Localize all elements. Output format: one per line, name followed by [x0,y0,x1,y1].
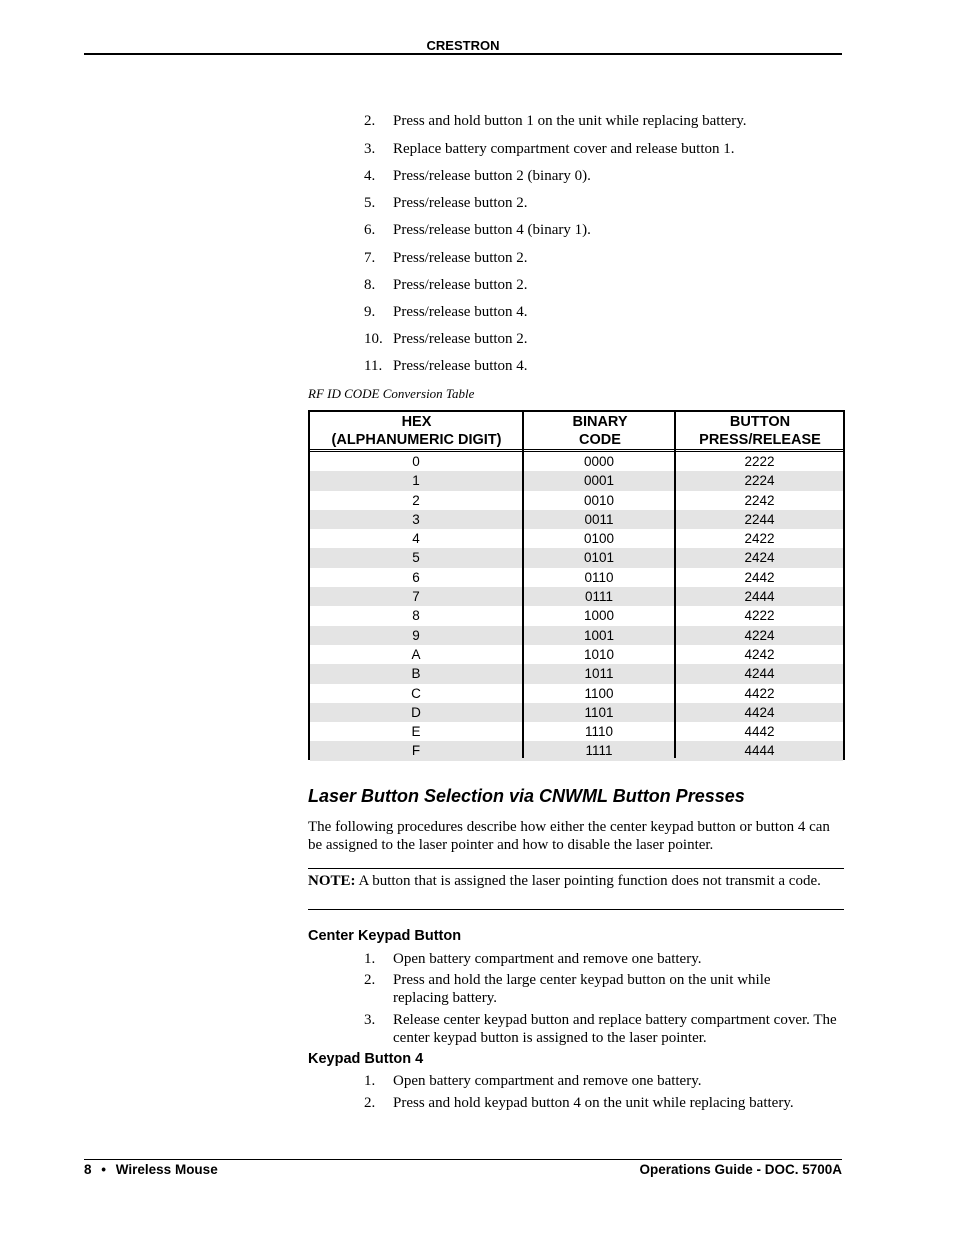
table-row [310,741,843,760]
cell-button: 4424 [744,704,775,720]
step-number: 2. [364,113,376,129]
column-header-binary [525,412,675,450]
footer-left [84,1162,218,1177]
cell-hex: E [411,724,421,740]
cell-button: 4422 [744,685,775,701]
step-number: 1. [364,1073,376,1089]
table-row [310,703,843,722]
cell-binary: 1101 [584,704,614,720]
cell-button: 2442 [744,569,775,585]
step-text: Press/release button 2. [393,250,528,266]
note-label: NOTE: [308,873,356,889]
table-row [310,452,843,471]
step-text: Open battery compartment and remove one battery. [393,1073,702,1089]
table-row [310,510,843,529]
note-body: A button that is assigned the laser pointing function does not transmit a code. [355,873,821,889]
table-row [310,529,843,548]
step-number: 4. [364,168,376,184]
page-number: 8 [84,1162,92,1177]
column-divider [674,412,676,758]
cell-hex: 4 [412,531,420,547]
step-text: Press/release button 4. [393,358,528,374]
step-text: Press and hold keypad button 4 on the unit while replacing battery. [393,1095,794,1111]
cell-binary: 1011 [584,666,614,682]
step-number: 6. [364,222,376,238]
cell-hex: 2 [412,492,420,508]
cell-button: 2444 [744,589,775,605]
step-text: Open battery compartment and remove one battery. [393,951,702,967]
intro-paragraph: The following procedures describe how either the center keypad button or button 4 can be assigned to the laser pointer and how to disable the laser pointer. [308,819,830,853]
column-header-line: (ALPHANUMERIC DIGIT) [331,432,502,448]
footer-document-id: Operations Guide - DOC. 5700A [639,1162,842,1177]
cell-binary: 0001 [583,473,615,489]
cell-binary: 0101 [583,550,615,566]
step-text: Release center keypad button and replace battery compartment cover. The center keypad button is assigned to the laser pointer. [393,1012,837,1046]
column-header-line: CODE [579,432,621,448]
cell-hex: 8 [412,608,420,624]
cell-hex: 5 [412,550,420,566]
table-row [310,568,843,587]
step-text: Press/release button 4 (binary 1). [393,222,591,238]
header-rule [84,53,842,55]
footer-rule [84,1159,842,1160]
cell-binary: 0010 [583,492,615,508]
cell-button: 4444 [744,743,775,759]
step-number: 10. [364,331,383,347]
cell-button: 2424 [744,550,775,566]
footer-bullet: • [101,1162,107,1177]
column-header-line: BUTTON [729,414,791,430]
table-row [310,664,843,683]
column-header-line: HEX [401,414,432,430]
column-divider [522,412,524,758]
step-number: 7. [364,250,376,266]
cell-button: 4442 [744,724,775,740]
cell-binary: 0110 [584,569,614,585]
subheading-keypad-button-4: Keypad Button 4 [308,1051,424,1067]
table-row [310,626,843,645]
cell-binary: 1100 [584,685,614,701]
step-number: 5. [364,195,376,211]
cell-button: 2242 [744,492,775,508]
column-header-button [677,412,843,450]
page-header-title: CRESTRON [426,38,500,53]
table-row [310,587,843,606]
note-box [308,868,844,910]
step-text: Press/release button 2. [393,277,528,293]
cell-hex: B [411,666,421,682]
step-number: 2. [364,1095,376,1111]
step-text: Replace battery compartment cover and release button 1. [393,141,735,157]
rf-id-conversion-table [308,410,845,760]
step-number: 11. [364,358,383,374]
step-number: 3. [364,141,376,157]
column-header-hex [310,412,523,450]
cell-binary: 0100 [583,531,615,547]
cell-hex: D [411,704,421,720]
step-number: 3. [364,1012,376,1028]
cell-button: 2222 [744,454,775,469]
table-row [310,471,843,490]
column-header-line: PRESS/RELEASE [699,432,821,448]
cell-hex: A [411,646,421,662]
cell-binary: 1111 [585,743,613,759]
cell-hex: 3 [412,511,420,527]
cell-binary: 0000 [583,454,615,469]
cell-hex: 7 [412,589,420,605]
note-text [308,872,838,890]
cell-button: 2224 [744,473,775,489]
cell-button: 4224 [744,627,775,643]
table-row [310,684,843,703]
table-row [310,606,843,625]
step-text: Press/release button 2 (binary 0). [393,168,591,184]
table-row [310,548,843,567]
cell-hex: F [411,743,421,759]
table-body [310,452,843,761]
table-row [310,491,843,510]
table-row [310,645,843,664]
cell-binary: 0011 [584,511,614,527]
cell-binary: 1010 [583,646,615,662]
cell-button: 4242 [744,646,775,662]
cell-hex: C [411,685,421,701]
cell-hex: 1 [412,473,420,489]
step-text: Press/release button 2. [393,195,528,211]
step-text: Press and hold the large center keypad button on the unit while replacing battery. [393,972,771,1006]
step-text: Press and hold button 1 on the unit while replacing battery. [393,113,747,129]
cell-binary: 1110 [584,724,614,740]
step-number: 8. [364,277,376,293]
cell-binary: 0111 [584,589,614,605]
step-text: Press/release button 2. [393,331,528,347]
subheading-center-keypad: Center Keypad Button [308,928,462,944]
cell-button: 4244 [744,666,775,682]
cell-button: 4222 [744,608,775,624]
cell-binary: 1000 [583,608,615,624]
table-caption: RF ID CODE Conversion Table [308,386,475,401]
cell-button: 2244 [744,511,775,527]
cell-button: 2422 [744,531,775,547]
table-row [310,722,843,741]
cell-hex: 0 [412,454,420,469]
step-number: 2. [364,972,376,988]
step-number: 1. [364,951,376,967]
section-heading: Laser Button Selection via CNWML Button Presses [308,786,745,806]
step-text: Press/release button 4. [393,304,528,320]
footer-product-title: Wireless Mouse [115,1162,218,1177]
cell-hex: 6 [412,569,420,585]
cell-binary: 1001 [583,627,615,643]
column-header-line: BINARY [572,414,628,430]
cell-hex: 9 [412,627,420,643]
step-number: 9. [364,304,376,320]
